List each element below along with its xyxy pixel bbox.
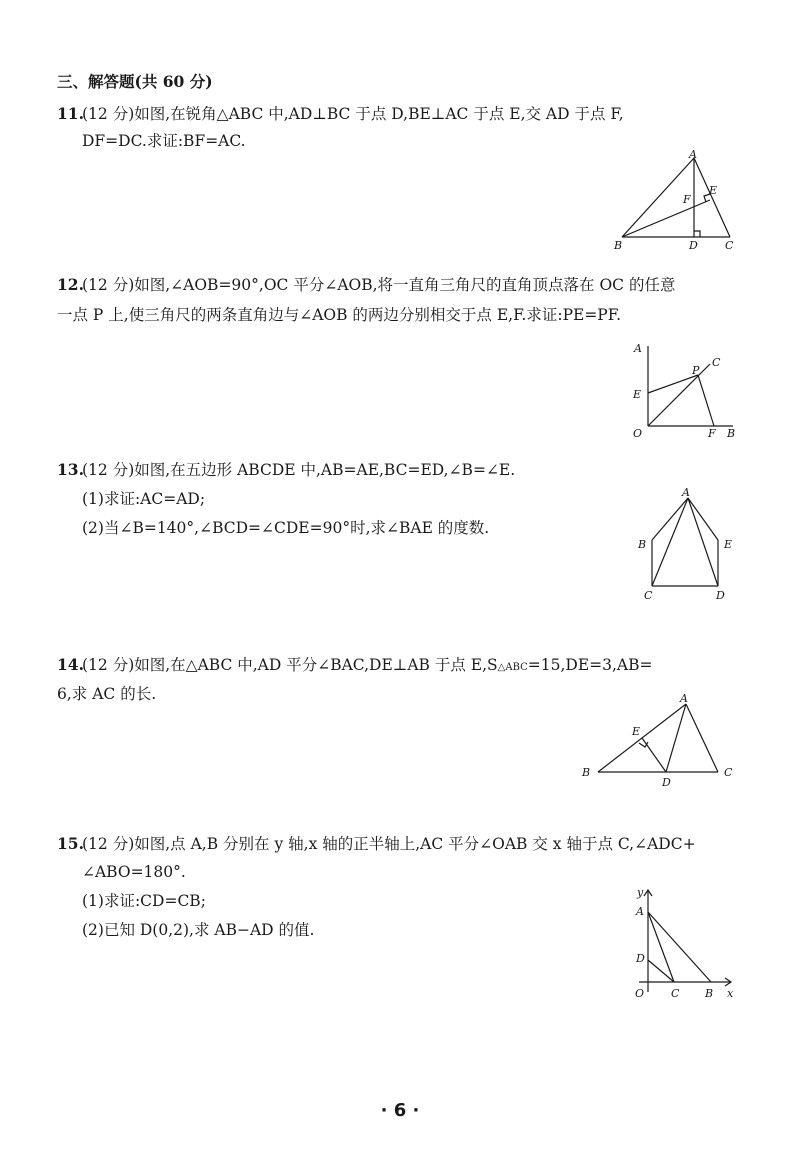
question-text: 6,求 AC 的长.	[57, 685, 157, 703]
label-o: O	[635, 987, 645, 1000]
label-c: C	[724, 766, 733, 779]
question-number: 11.	[57, 104, 84, 123]
question-number: 13.	[57, 460, 84, 479]
label-a: A	[680, 692, 688, 705]
question-text: 一点 P 上,使三角尺的两条直角边与∠AOB 的两边分别相交于点 E,F.求证:PE=PF.	[57, 306, 622, 324]
question-part-2: (2)已知 D(0,2),求 AB−AD 的值.	[82, 921, 315, 939]
label-e: E	[632, 725, 641, 738]
label-d: D	[689, 239, 698, 252]
label-f: F	[683, 193, 691, 206]
figure-q13	[630, 482, 750, 604]
question-number: 12.	[57, 275, 84, 294]
question-text: (12 分)如图,∠AOB=90°,OC 平分∠AOB,将一直角三角尺的直角顶点落在 OC 的任意	[82, 276, 676, 294]
question-number: 14.	[57, 655, 84, 674]
question-text: (12 分)如图,在五边形 ABCDE 中,AB=AE,BC=ED,∠B=∠E.	[82, 461, 516, 479]
label-b: B	[727, 427, 736, 440]
label-c: C	[644, 589, 653, 602]
page-number: · 6 ·	[380, 1100, 420, 1121]
label-d: D	[716, 589, 725, 602]
question-part-1: (1)求证:AC=AD;	[82, 490, 206, 508]
question-part-2: (2)当∠B=140°,∠BCD=∠CDE=90°时,求∠BAE 的度数.	[82, 519, 490, 537]
question-text: DF=DC.求证:BF=AC.	[82, 132, 246, 150]
label-a: A	[634, 342, 642, 355]
label-c: C	[712, 356, 721, 369]
label-f: F	[708, 427, 716, 440]
label-a: A	[636, 905, 644, 918]
label-c: C	[671, 987, 680, 1000]
label-e: E	[709, 184, 718, 197]
label-e: E	[633, 388, 642, 401]
question-text-part: =15,DE=3,AB=	[527, 656, 653, 674]
label-x: x	[727, 987, 734, 1000]
label-o: O	[633, 427, 643, 440]
figure-q12	[628, 340, 748, 445]
figure-q15	[625, 882, 745, 1007]
question-text: ∠ABO=180°.	[82, 863, 186, 881]
label-e: E	[724, 538, 733, 551]
question-text: (12 分)如图,在锐角△ABC 中,AD⊥BC 于点 D,BE⊥AC 于点 E,交 AD 于点 F,	[82, 105, 624, 123]
area-subscript: △ABC	[497, 662, 528, 673]
label-a: A	[682, 486, 690, 499]
label-d: D	[636, 952, 645, 965]
question-number: 15.	[57, 834, 84, 853]
question-text-part: (12 分)如图,在△ABC 中,AD 平分∠BAC,DE⊥AB 于点 E,S	[82, 656, 498, 674]
label-b: B	[705, 987, 714, 1000]
label-y: y	[637, 886, 644, 899]
section-title: 三、解答题(共 60 分)	[57, 72, 213, 91]
label-b: B	[582, 766, 591, 779]
label-p: P	[692, 364, 700, 377]
label-c: C	[725, 239, 734, 252]
question-text	[82, 655, 653, 678]
question-text: (12 分)如图,点 A,B 分别在 y 轴,x 轴的正半轴上,AC 平分∠OAB 交 x 轴于点 C,∠ADC+	[82, 835, 696, 853]
label-b: B	[614, 239, 623, 252]
figure-q14	[578, 690, 748, 795]
figure-q11	[612, 150, 752, 255]
question-part-1: (1)求证:CD=CB;	[82, 892, 206, 910]
label-d: D	[662, 776, 671, 789]
label-a: A	[689, 148, 697, 161]
label-b: B	[638, 538, 647, 551]
